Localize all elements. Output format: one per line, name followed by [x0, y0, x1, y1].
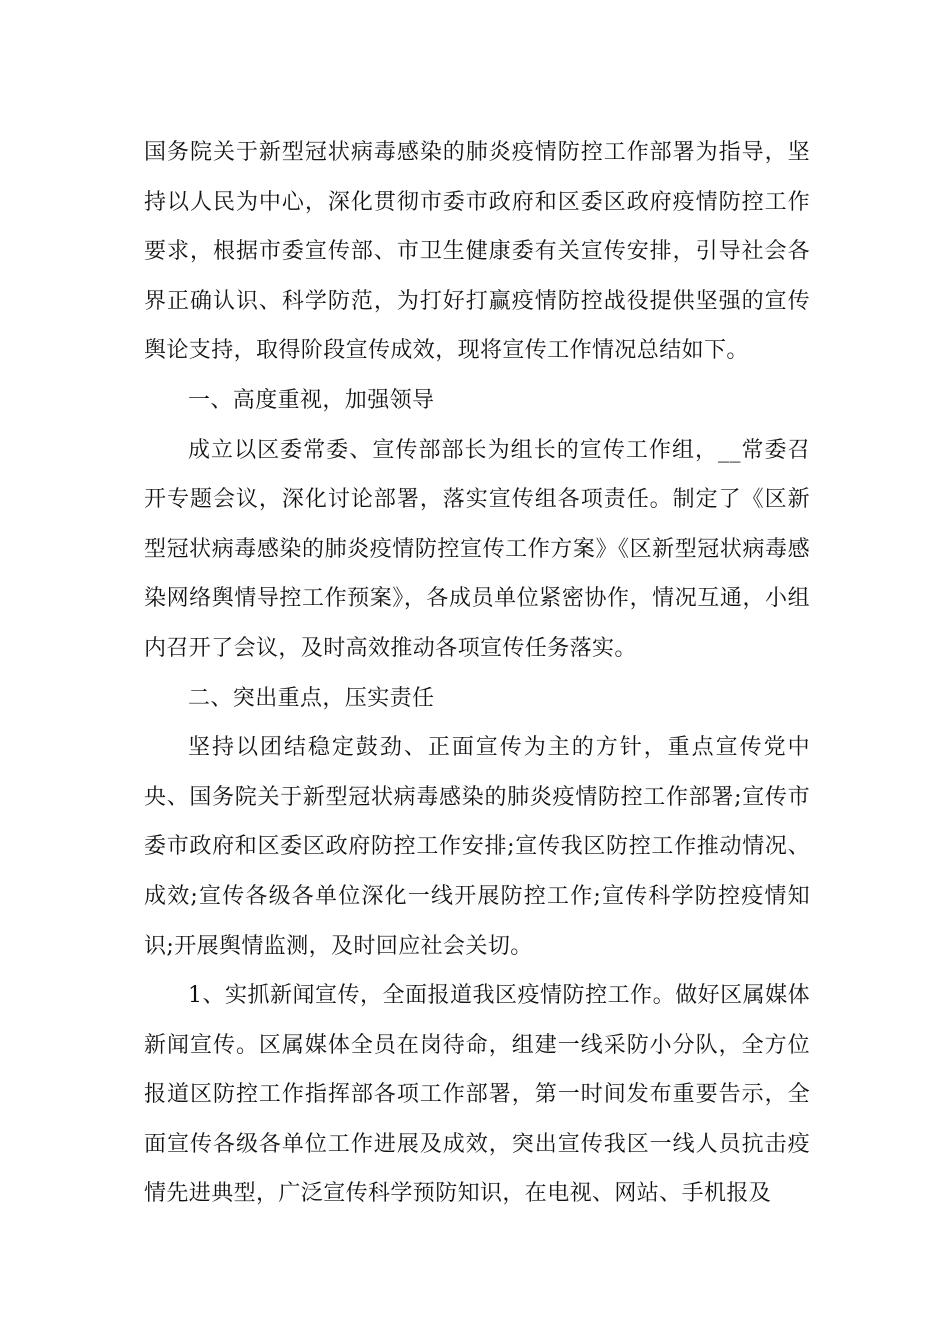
paragraph-item-1: 1、实抓新闻宣传，全面报道我区疫情防控工作。做好区属媒体新闻宣传。区属媒体全员在岗待命，组建一线采防小分队，全方位报道区防控工作指挥部各项工作部署，第一时间发布重要告示，全面宣传各级各单位工作进展及成效，突出宣传我区一线人员抗击疫情先进典型，广泛宣传科学预防知识，在电视、网站、手机报及 [144, 983, 810, 1207]
paragraph-section-2: 坚持以团结稳定鼓劲、正面宣传为主的方针，重点宣传党中央、国务院关于新型冠状病毒感染的肺炎疫情防控工作部署;宣传市委市政府和区委区政府防控工作安排;宣传我区防控工作推动情况、成效;宣传各级各单位深化一线开展防控工作;宣传科学防控疫情知识;开展舆情监测，及时回应社会关切。 [144, 735, 810, 959]
paragraph-section-1: 成立以区委常委、宣传部部长为组长的宣传工作组，__常委召开专题会议，深化讨论部署，落实宣传组各项责任。制定了《区新型冠状病毒感染的肺炎疫情防控宣传工作方案》《区新型冠状病毒感染网络舆情导控工作预案》，各成员单位紧密协作，情况互通，小组内召开了会议，及时高效推动各项宣传任务落实。 [144, 437, 810, 661]
section-heading-1: 一、高度重视，加强领导 [188, 387, 435, 413]
document-body [144, 128, 810, 1219]
paragraph-intro-continuation: 国务院关于新型冠状病毒感染的肺炎疫情防控工作部署为指导，坚持以人民为中心，深化贯彻市委市政府和区委区政府疫情防控工作要求，根据市委宣传部、市卫生健康委有关宣传安排，引导社会各界正确认识、科学防范，为打好打赢疫情防控战役提供坚强的宣传舆论支持，取得阶段宣传成效，现将宣传工作情况总结如下。 [144, 140, 810, 364]
section-heading-2: 二、突出重点，压实责任 [188, 685, 435, 711]
